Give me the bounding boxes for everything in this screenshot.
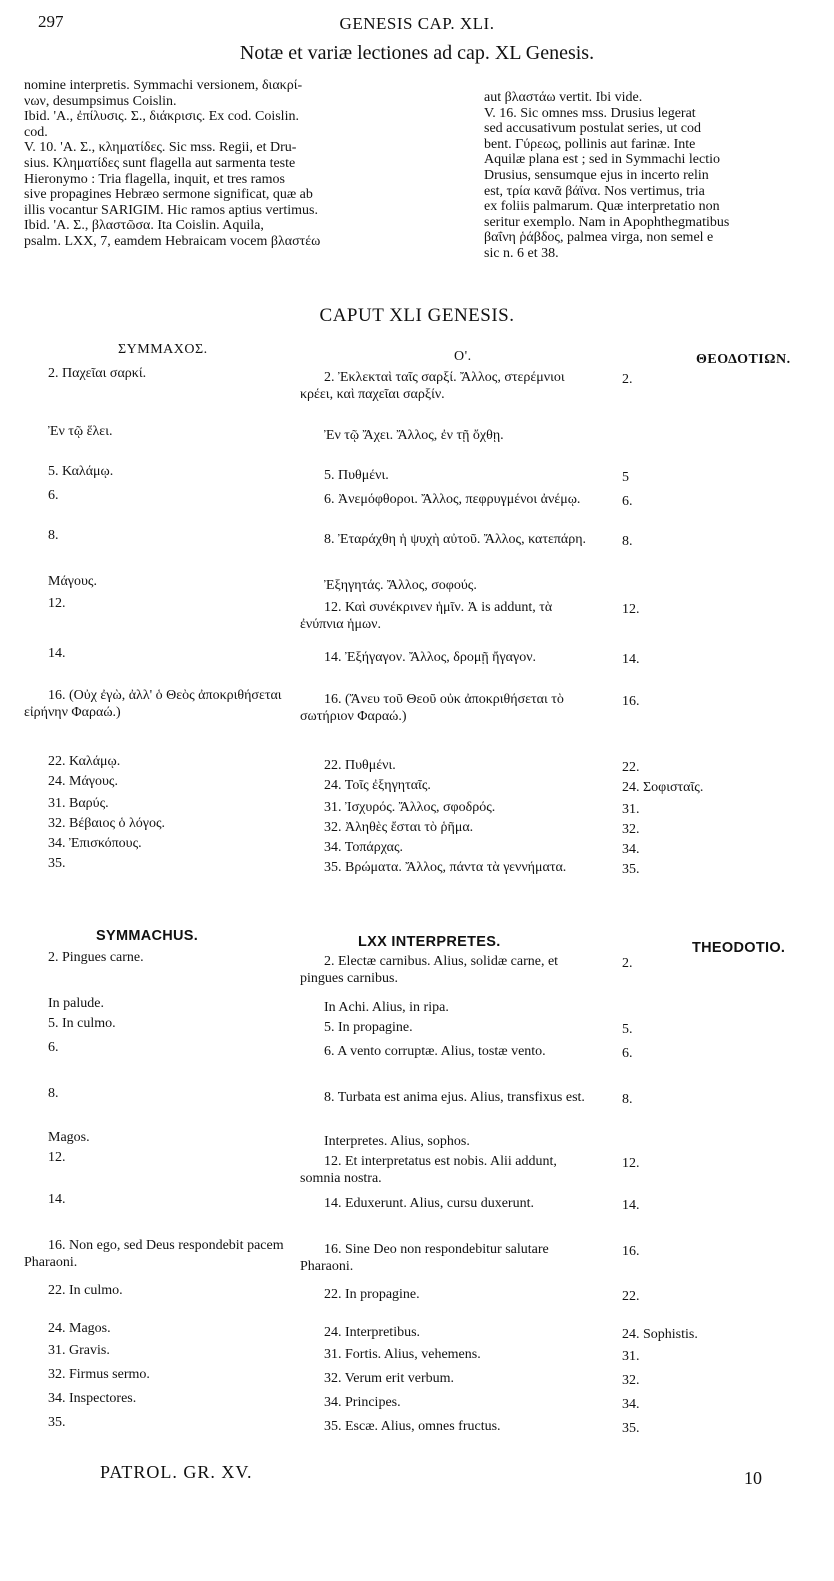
latin-header-middle: LXX INTERPRETES. [358,934,501,950]
latin-row-left: 8. [48,1086,59,1101]
note-line: Ibid. 'Α., ἐπίλυσις. Σ., διάκρισις. Ex cod. Coislin. [24,109,299,125]
latin-row-right: 6. [622,1046,633,1061]
greek-row-left: Ἐν τῷ ἕλει. [48,424,113,439]
greek-row-middle: 12. Καὶ συνέκρινεν ἡμῖν. Ἀ is addunt, τὰ ἐνύπνια ἡμων. [300,600,553,632]
greek-row-right: 32. [622,822,640,837]
greek-row-middle: 14. Ἐξήγαγον. Ἄλλος, δρομῇ ἤγαγον. [324,650,537,665]
latin-row-middle: 12. Et interpretatus est nobis. Alii addunt, somnia nostra. [300,1154,557,1186]
greek-row-left: 24. Μάγους. [48,774,118,789]
greek-row-middle: Ἐν τῷ Ἄχει. Ἄλλος, ἐν τῇ ὄχθῃ. [324,428,504,443]
note-line: Hieronymo : Tria flagella, inquit, et tres ramos [24,171,285,187]
latin-row-right: 14. [622,1198,640,1213]
latin-row-left: In palude. [48,996,104,1011]
latin-row-left: 35. [48,1415,66,1430]
latin-row-right: 8. [622,1092,633,1107]
note-line: νων, desumpsimus Coislin. [24,93,177,109]
greek-row-left: 34. Ἐπισκόπους. [48,836,142,851]
footer-patrologia: PATROL. GR. XV. [100,1462,253,1482]
greek-row-left: 32. Βέβαιος ὁ λόγος. [48,816,166,831]
caput-heading: CAPUT XLI GENESIS. [319,305,515,326]
greek-header-left: ΣΥΜΜΑΧΟΣ. [118,342,208,357]
greek-row-middle: 6. Ἀνεμόφθοροι. Ἄλλος, πεφρυγμένοι ἀνέμῳ. [324,492,581,507]
note-line: V. 16. Sic omnes mss. Drusius legerat [484,105,696,121]
greek-header-right: ΘΕΟΔΟΤΙΩΝ. [696,352,791,367]
latin-row-left: 5. In culmo. [48,1016,116,1031]
latin-row-middle: 24. Interpretibus. [324,1325,421,1340]
latin-header-right: THEODOTIO. [692,940,786,956]
greek-row-left: 2. Παχεῖαι σαρκί. [48,366,147,381]
note-line: sic n. 6 et 38. [484,246,559,261]
greek-row-right: 31. [622,802,640,817]
greek-row-middle: 34. Τοπάρχας. [324,840,404,855]
greek-row-right: 35. [622,862,640,877]
latin-row-middle: 22. In propagine. [324,1287,420,1302]
greek-row-middle: 5. Πυθμένι. [324,468,389,483]
greek-row-left: 31. Βαρύς. [48,796,109,811]
greek-row-middle: 31. Ἰσχυρός. Ἄλλος, σφοδρός. [324,800,496,815]
note-line: Ibid. 'Α. Σ., βλαστῶσα. Ita Coislin. Aquila, [24,218,264,234]
latin-row-left: 22. In culmo. [48,1283,123,1298]
greek-row-left: 12. [48,596,66,611]
latin-row-middle: In Achi. Alius, in ripa. [324,1000,449,1015]
greek-header-middle: Ο'. [454,349,472,364]
note-line: nomine interpretis. Symmachi versionem, διακρί- [24,78,303,93]
latin-header-left: SYMMACHUS. [96,928,199,944]
latin-row-left: 2. Pingues carne. [48,950,144,965]
latin-row-right: 34. [622,1397,640,1412]
greek-row-left: 35. [48,856,66,871]
greek-row-right: 6. [622,494,633,509]
note-line: psalm. LXX, 7, eamdem Hebraicam vocem βλαστέω [24,234,321,249]
greek-row-right: 5 [622,470,629,485]
latin-row-middle: 16. Sine Deo non respondebitur salutare Pharaoni. [300,1242,549,1274]
latin-row-right: 24. Sophistis. [622,1327,698,1342]
greek-row-left: 14. [48,646,66,661]
latin-row-right: 35. [622,1421,640,1436]
latin-row-middle: 2. Electæ carnibus. Alius, solidæ carne, et pingues carnibus. [300,954,559,986]
latin-row-left: Magos. [48,1130,90,1145]
note-line: sive propagines Hebræo sermone significat, quæ ab [24,187,313,203]
latin-row-middle: 6. A vento corruptæ. Alius, tostæ vento. [324,1044,546,1059]
greek-row-middle: Ἐξηγητάς. Ἄλλος, σοφούς. [324,578,477,593]
greek-row-right: 2. [622,372,633,387]
note-line: ex foliis palmarum. Quæ interpretatio non [484,199,720,215]
latin-row-middle: 5. In propagine. [324,1020,413,1035]
latin-row-middle: 32. Verum erit verbum. [324,1371,454,1386]
greek-row-middle: 35. Βρώματα. Ἄλλος, πάντα τὰ γεννήματα. [324,860,567,875]
note-line: sius. Κληματίδες sunt flagella aut sarmenta teste [24,156,296,171]
latin-row-right: 31. [622,1349,640,1364]
latin-row-left: 32. Firmus sermo. [48,1367,150,1382]
latin-row-right: 32. [622,1373,640,1388]
greek-row-left: 5. Καλάμῳ. [48,464,114,479]
latin-row-right: 22. [622,1289,640,1304]
greek-row-middle: 16. (Ἄνευ τοῦ Θεοῦ οὐκ ἀποκριθήσεται τὸ σωτήριον Φαραώ.) [300,692,564,724]
note-line: Drusius, sensumque ejus in incerto relin [484,168,709,183]
latin-row-left: 34. Inspectores. [48,1391,137,1406]
greek-row-left: 22. Καλάμῳ. [48,754,121,769]
greek-row-middle: 8. Ἐταράχθη ἡ ψυχὴ αὐτοῦ. Ἄλλος, κατεπάρη. [324,532,587,547]
note-line: cod. [24,124,48,140]
greek-row-right: 34. [622,842,640,857]
note-line: seritur exemplo. Nam in Apophthegmatibus [484,214,730,230]
greek-row-right: 14. [622,652,640,667]
notes-subheading: Notæ et variæ lectiones ad cap. XL Genesis. [239,42,595,64]
page-number: 297 [38,12,64,31]
latin-row-middle: 35. Escæ. Alius, omnes fructus. [324,1419,501,1434]
greek-row-middle: 24. Τοῖς ἐξηγηταῖς. [324,778,431,793]
greek-row-left: Μάγους. [48,574,97,589]
greek-row-right: 16. [622,694,640,709]
note-line: aut βλαστάω vertit. Ibi vide. [484,90,643,105]
greek-row-left: 8. [48,528,59,543]
latin-row-left: 12. [48,1150,66,1165]
note-line: βαΐνη ῥάβδος, palmea virga, non semel e [484,230,714,246]
latin-row-left: 31. Gravis. [48,1343,110,1358]
note-line: bent. Γύρεως, pollinis aut farinæ. Inte [484,136,696,152]
latin-row-middle: 8. Turbata est anima ejus. Alius, transfixus est. [324,1090,585,1105]
latin-row-right: 2. [622,956,633,971]
latin-row-right: 5. [622,1022,633,1037]
latin-row-right: 16. [622,1244,640,1259]
latin-row-left: 6. [48,1040,59,1055]
latin-row-middle: Interpretes. Alius, sophos. [324,1134,470,1149]
note-line: Aquilæ plana est ; sed in Symmachi lectio [484,152,721,168]
footer-signature: 10 [744,1468,762,1488]
note-line: illis vocantur SARIGIM. Hic ramos aptius vertimus. [24,202,318,218]
greek-row-middle: 2. Ἐκλεκταὶ ταῖς σαρξί. Ἄλλος, στερέμνιοι κρέει, καὶ παχεῖαι σαρξίν. [300,370,565,402]
greek-row-right: 22. [622,760,640,775]
greek-row-right: 24. Σοφισταῖς. [622,780,704,795]
latin-row-right: 12. [622,1156,640,1171]
note-line: est, τρία κανᾶ βάϊνα. Nos vertimus, tria [484,183,705,199]
latin-row-left: 24. Magos. [48,1321,111,1336]
latin-row-left: 16. Non ego, sed Deus respondebit pacem Pharaoni. [24,1238,284,1270]
latin-row-middle: 31. Fortis. Alius, vehemens. [324,1347,481,1362]
note-line: V. 10. 'Α. Σ., κληματίδες. Sic mss. Regii, et Dru- [24,140,297,156]
greek-row-left: 6. [48,488,59,503]
greek-row-right: 12. [622,602,640,617]
greek-row-right: 8. [622,534,633,549]
note-line: sed accusativum postulat series, ut cod [484,121,701,137]
greek-row-middle: 32. Ἀληθὲς ἔσται τὸ ῥῆμα. [324,820,474,835]
greek-row-middle: 22. Πυθμένι. [324,758,396,773]
greek-row-left: 16. (Οὐχ ἐγὼ, ἀλλ' ὁ Θεὸς ἀποκριθήσεται εἰρήνην Φαραώ.) [24,688,282,720]
latin-row-middle: 14. Eduxerunt. Alius, cursu duxerunt. [324,1196,534,1211]
latin-row-middle: 34. Principes. [324,1395,401,1410]
running-head: GENESIS CAP. XLI. [339,14,495,33]
latin-row-left: 14. [48,1192,66,1207]
